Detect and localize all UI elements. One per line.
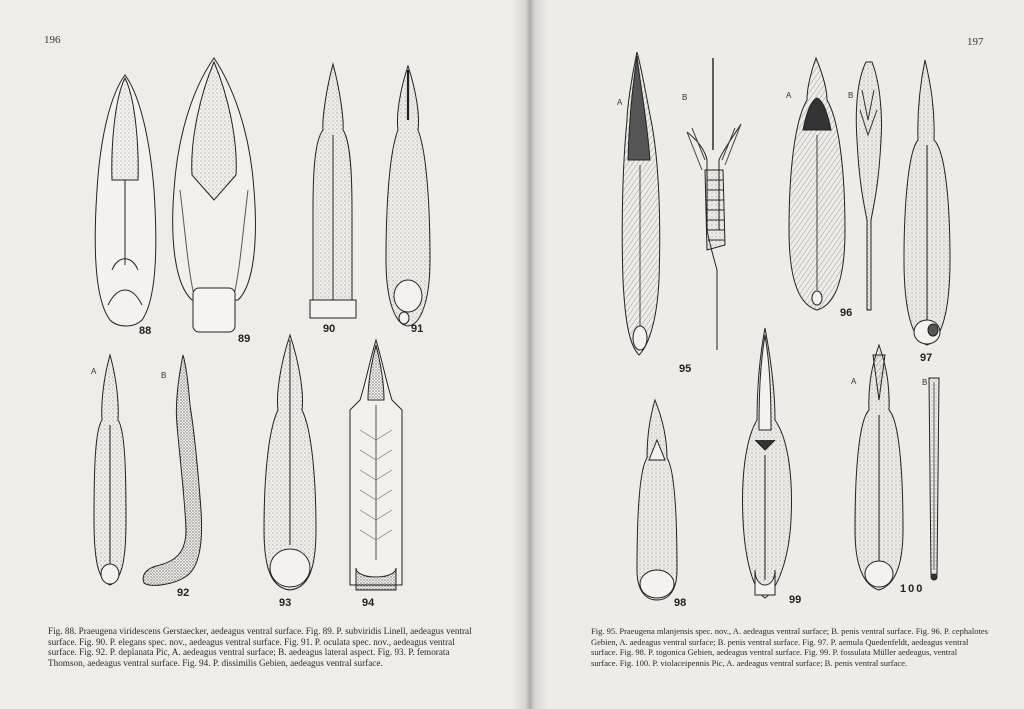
figure-90-drawing [310, 64, 356, 318]
figure-94-drawing [350, 340, 402, 590]
figure-91-label: 91 [411, 323, 424, 335]
figure-94-label: 94 [362, 597, 375, 609]
figure-92-sublabel-b: B [161, 371, 167, 380]
figure-91-drawing [386, 66, 430, 326]
book-gutter-shadow [512, 0, 548, 709]
right-figure-caption [591, 626, 996, 668]
figure-100-sublabel-b: B [922, 378, 928, 387]
figure-100-sublabel-a: A [851, 377, 857, 386]
figure-93-drawing [264, 335, 316, 590]
right-page-number: 197 [967, 36, 984, 48]
figure-88-label: 88 [139, 325, 152, 337]
figure-96-sublabel-a: A [786, 91, 792, 100]
figure-90-label: 90 [323, 323, 336, 335]
figure-89-drawing [173, 58, 256, 332]
figure-96-label: 96 [840, 307, 853, 319]
figure-100-label: 100 [900, 583, 925, 595]
left-page-number: 196 [44, 34, 61, 46]
figure-95-sublabel-b: B [682, 93, 688, 102]
figure-95-label: 95 [679, 363, 692, 375]
figure-95-sublabel-a: A [617, 98, 623, 107]
figure-89-label: 89 [238, 333, 251, 345]
figure-99-label: 99 [789, 594, 802, 606]
figure-92a-drawing [94, 355, 126, 585]
figure-96a-drawing [789, 58, 845, 310]
caption-line: Fig. 88. Praeugena viridescens Gerstaecker, aedeagus ventral surface. Fig. 89. P. subviridis Linell, aedeagus ventral [48, 626, 472, 636]
caption-line: Fig. 95. Praeugena mlanjensis spec. nov., A. aedeagus ventral surface; B. penis ventral surface. Fig. 96. P. cephalotes [591, 626, 988, 636]
figure-88-drawing [95, 75, 156, 326]
figure-98-drawing [637, 400, 677, 600]
figure-96-sublabel-b: B [848, 91, 854, 100]
right-page [527, 0, 1024, 709]
figure-99-drawing [743, 328, 792, 598]
figure-96b-drawing [856, 62, 881, 310]
figure-100a-drawing [855, 345, 903, 590]
figure-92-label: 92 [177, 587, 190, 599]
figure-93-label: 93 [279, 597, 292, 609]
figure-97-drawing [904, 60, 950, 345]
right-figure-plate [527, 0, 1024, 709]
figure-92b-drawing [143, 355, 201, 585]
caption-line: Gebien, A. aedeagus ventral surface; B. penis ventral surface. Fig. 97. P. aemula Quedenfeldt, aedeagus ventral [591, 636, 969, 647]
caption-line: surface. Fig. 90. P. elegans spec. nov., aedeagus ventral surface. Fig. 91. P. oculata spec. nov., aedeagus ventral [48, 636, 455, 647]
left-figure-caption [48, 626, 488, 668]
figure-95a-drawing [622, 52, 660, 355]
figure-95b-drawing [687, 58, 741, 350]
figure-97-label: 97 [920, 352, 933, 364]
figure-98-label: 98 [674, 597, 687, 609]
figure-92-sublabel-a: A [91, 367, 97, 376]
caption-line: surface. Fig. 92. P. deplanata Pic, A. aedeagus ventral surface; B. aedeagus lateral aspect. Fig. 93. P. femorata [48, 647, 450, 657]
caption-line: surface. Fig. 98. P. togonica Gebien, aedeagus ventral surface. Fig. 99. P. fossulata Müller aedeagus, ventral [591, 647, 958, 657]
caption-line: surface. Fig. 100. P. violaceipennis Pic, A. aedeagus ventral surface; B. penis ventral surface. [591, 657, 908, 668]
caption-line: Thomson, aedeagus ventral surface. Fig. 94. P. dissimilis Gebien, aedeagus ventral surface. [48, 657, 383, 668]
figure-100b-drawing [929, 378, 939, 580]
